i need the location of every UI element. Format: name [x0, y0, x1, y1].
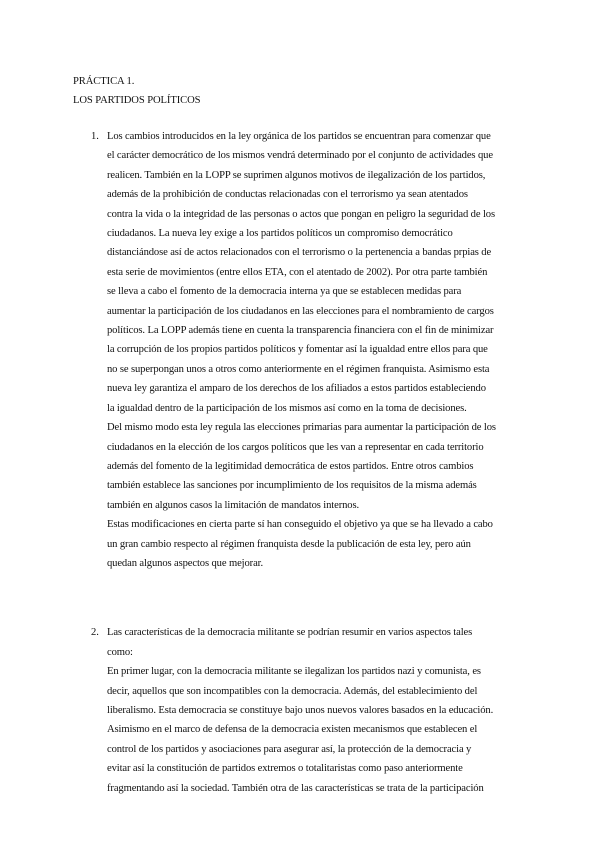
text-line: además de la prohibición de conductas relacionadas con el terrorismo ya sean atentados	[107, 189, 468, 201]
text-line: decir, aquellos que son incompatibles con la democracia. Además, del establecimiento del	[107, 685, 478, 697]
list-item-body	[107, 127, 543, 573]
text-line: Los cambios introducidos en la ley orgánica de los partidos se encuentran para comenzar que	[107, 131, 491, 142]
text-line: también en algunos casos la limitación de mandatos internos.	[107, 499, 359, 511]
text-line: contra la vida o la integridad de las personas o actos que pongan en peligro la seguridad de los	[107, 208, 495, 220]
list-item	[73, 623, 543, 798]
text-line: un gran cambio respecto al régimen franquista desde la publicación de esta ley, pero aún	[107, 538, 471, 550]
text-line: ciudadanos. La nueva ley exige a los partidos políticos un compromiso democrático	[107, 228, 453, 240]
text-line: distanciándose así de actos relacionados con el terrorismo o la pertenencia a bandas prpias de	[107, 247, 492, 259]
text-line: Estas modificaciones en cierta parte sí han conseguido el objetivo ya que se ha llevado a cabo	[107, 519, 493, 531]
text-line: la corrupción de los propios partidos políticos y fomentar así la igualdad entre ellos para que	[107, 344, 488, 356]
text-line: además del fomento de la legitimidad democrática de estos partidos. Entre otros cambios	[107, 460, 474, 472]
text-line: no se superpongan unos a otros como anteriormente en el régimen franquista. Asimismo esta	[107, 363, 490, 375]
text-line: realicen. También en la LOPP se suprimen algunos motivos de ilegalización de los partidos,	[107, 169, 486, 181]
list-item-number: 2.	[91, 627, 99, 639]
practice-subtitle: LOS PARTIDOS POLÍTICOS	[73, 95, 201, 106]
numbered-list	[73, 127, 543, 798]
list-item-number: 1.	[91, 131, 99, 142]
text-line: esta serie de movimientos (entre ellos ETA, con el atentado de 2002). Por otra parte también	[107, 266, 488, 278]
list-item	[73, 127, 543, 573]
text-line: se lleva a cabo el fomento de la democracia interna ya que se establecen medidas para	[107, 286, 462, 298]
text-line: aumentar la participación de los ciudadanos en las elecciones para el nombramiento de cargos	[107, 305, 494, 317]
text-line: Asimismo en el marco de defensa de la democracia existen mecanismos que establecen el	[107, 724, 478, 736]
document-header	[73, 72, 200, 110]
text-line: fragmentando así la sociedad. También otra de las características se trata de la participación	[107, 782, 484, 794]
text-line: control de los partidos y asociaciones para asegurar así, la protección de la democracia y	[107, 743, 472, 755]
list-item-body	[107, 623, 543, 798]
text-line: también establece las sanciones por incumplimiento de los requisitos de la misma además	[107, 480, 477, 492]
text-line: En primer lugar, con la democracia militante se ilegalizan los partidos nazi y comunista, es	[107, 666, 481, 678]
text-line: Las características de la democracia militante se podrían resumir en varios aspectos tales	[107, 627, 473, 639]
text-line: como:	[107, 646, 133, 658]
text-line: ciudadanos en la elección de los cargos políticos que les van a representar en cada territorio	[107, 441, 484, 453]
practice-title: PRÁCTICA 1.	[73, 76, 135, 87]
text-line: quedan algunos aspectos que mejorar.	[107, 557, 264, 569]
text-line: Del mismo modo esta ley regula las elecciones primarias para aumentar la participación de los	[107, 422, 496, 434]
text-line: liberalismo. Esta democracia se constituye bajo unos nuevos valores basados en la educación.	[107, 704, 494, 716]
text-line: nueva ley garantiza el amparo de los derechos de los afiliados a estos partidos estableciendo	[107, 383, 486, 395]
text-line: políticos. La LOPP además tiene en cuenta la transparencia financiera con el fin de minimizar	[107, 325, 494, 337]
text-line: el carácter democrático de los mismos vendrá determinado por el conjunto de actividades que	[107, 150, 493, 162]
text-line: la igualdad dentro de la participación de los mismos así como en la toma de decisiones.	[107, 402, 467, 414]
text-line: evitar así la constitución de partidos extremos o totalitaristas como paso anteriormente	[107, 763, 463, 775]
